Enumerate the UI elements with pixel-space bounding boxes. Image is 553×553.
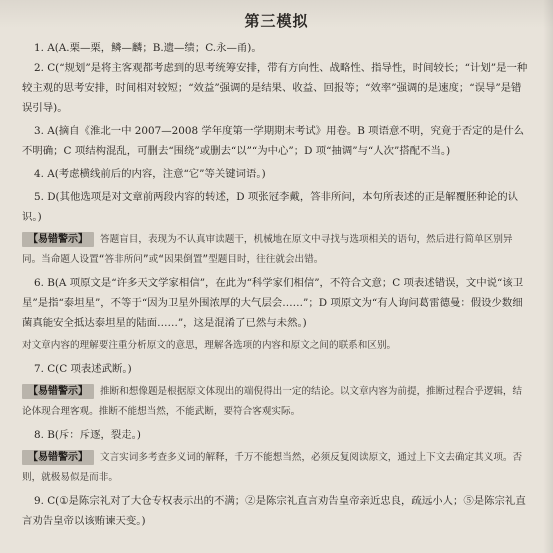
answer-item-2: 2. C(“规划”是将主客观都考虑到的思考统筹安排，带有方向性、战略性、指导性，时间较长；“计划”是一种较主观的思考安排，时间相对较短；“效益”强调的是结果、收益、回报等；“效率”强调的是速度；“误导”是错误引导)。: [22, 62, 528, 114]
page-title: 第三模拟: [244, 12, 309, 30]
warning-text: 推断和想像题是根据原文体现出的端倪得出一定的结论。以文章内容为前提，推断过程合乎逻辑，结论体现合理客观。推断不能想当然，不能武断，要符合客观实际。: [22, 386, 523, 417]
warning-text: 答题盲目，表现为不认真审读题干，机械地在原文中寻找与选项相关的语句，然后进行简单区别异同。当命题人设置“答非所问”或“因果倒置”型题目时，往往就会出错。: [22, 234, 513, 265]
warning-badge: 【易错警示】: [22, 232, 94, 247]
answer-item-3: 3. A(摘自《淮北一中 2007—2008 学年度第一学期期末考试》用卷。B 项语意不明，究竟于否定的是什么不明确；C 项结构混乱，可删去“围绕”或删去“以”“为中心”；D 项“抽调”与“人次”搭配不当。): [22, 125, 525, 157]
warning-badge: 【易错警示】: [22, 450, 94, 465]
analysis-note: [22, 336, 531, 356]
warning-note-1: [22, 230, 531, 270]
answer-item-9: 9. C(①是陈宗礼对了大仓专权表示出的不满；②是陈宗礼直言劝告皇帝亲近忠良，疏远小人；⑤是陈宗礼直言劝告皇帝以该贿谏天变。): [22, 495, 526, 527]
warning-text: 文言实词多考查多义词的解释，千万不能想当然，必须反复阅读原文，通过上下文去确定其义项。否则，就极易似是而非。: [22, 452, 523, 483]
analysis-text: 对文章内容的理解要注重分析原文的意思，理解各选项的内容和原文之间的联系和区别。: [22, 340, 397, 351]
warning-note-2: [22, 382, 531, 422]
answer-item-5: 5. D(其他选项是对文章前两段内容的转述，D 项张冠李戴，答非所问，本句所表述的正是解覆胚种论的认识。): [22, 191, 519, 223]
answer-item-8: 8. B(斥：斥逐，裂走。): [34, 429, 141, 441]
answer-item-7: 7. C(C 项表述武断。): [34, 363, 132, 375]
warning-badge: 【易错警示】: [22, 384, 94, 399]
answer-item-4: 4. A(考虑横线前后的内容，注意“它”等关键词语。): [34, 168, 266, 180]
answer-item-6: 6. B(A 项原文是“许多天文学家相信”，在此为“科学家们相信”，不符合文意；C 项表述错误，文中说“该卫星”是指“泰坦星”，不等于“因为卫星外围浓厚的大气层会……”；D 项原文为“有人询问葛雷德曼：假设少数细菌真能安全抵达泰坦星的陆面……”，这是混淆了已然与未然。): [22, 277, 524, 329]
page-shadow: [543, 0, 553, 553]
answer-item-1: 1. A(A.栗—栗，鳞—麟；B.遗—绩；C.永—甬)。: [34, 42, 262, 54]
warning-note-3: [22, 448, 531, 488]
